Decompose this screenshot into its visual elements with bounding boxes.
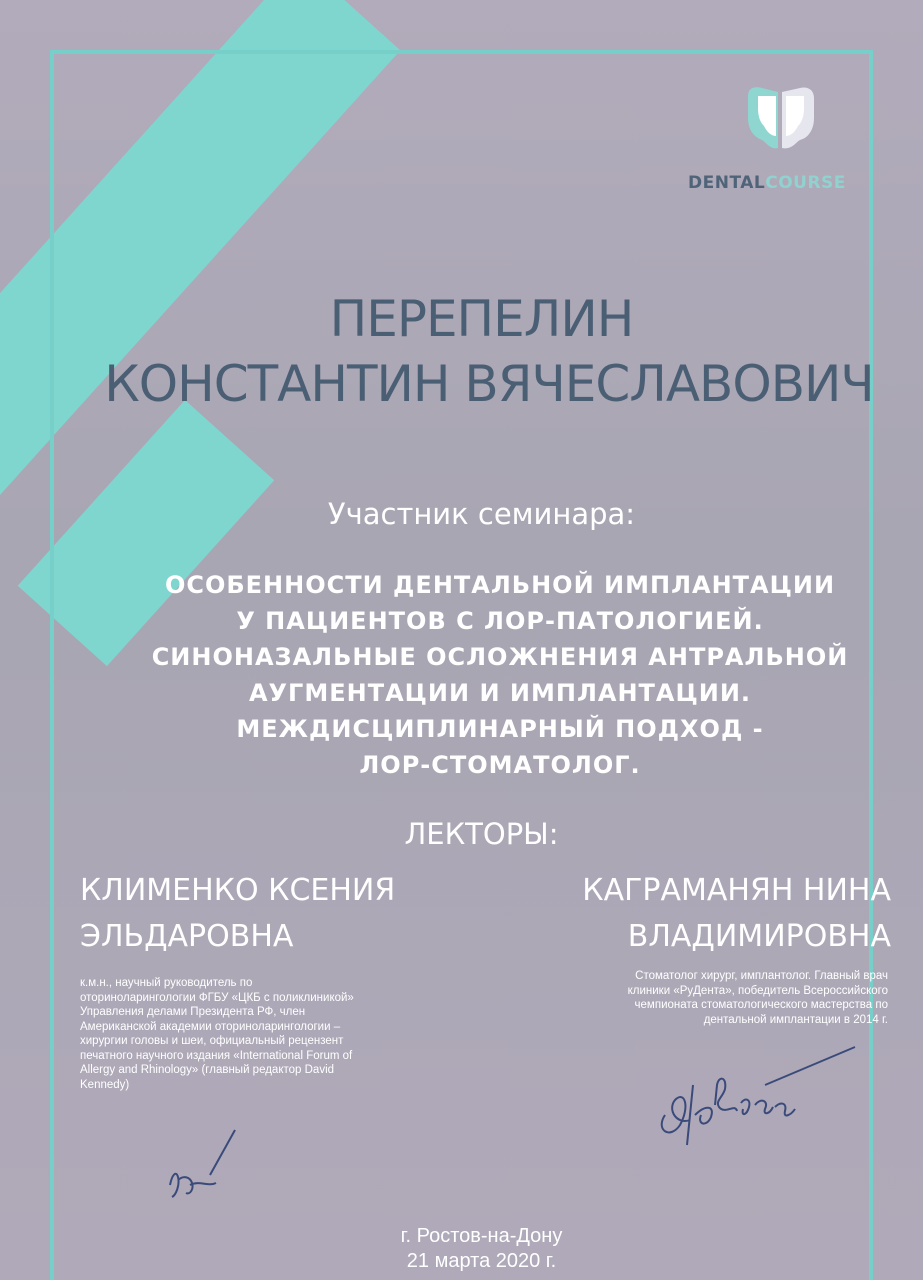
bio-line: Allergy and Rhinology» (главный редактор David <box>80 1064 335 1076</box>
lector-left-name-line2: ЭЛЬДАРОВНА <box>80 919 294 954</box>
lector-right-name-line1: КАГРАМАНЯН НИНА <box>582 873 891 908</box>
lector-left-name-line1: КЛИМЕНКО КСЕНИЯ <box>80 873 396 908</box>
date: 21 марта 2020 г. <box>406 1250 557 1272</box>
bio-line: хирургии головы и шеи, официальный рецензент <box>80 1035 344 1047</box>
topic-line: ЛОР-СТОМАТОЛОГ. <box>359 751 641 779</box>
bio-line: дентальной имплантации в 2014 г. <box>703 1013 888 1026</box>
lector-right-name-line2: ВЛАДИМИРОВНА <box>627 919 891 954</box>
city: г. Ростов-на-Дону <box>400 1225 563 1247</box>
bio-line: к.м.н., научный руководитель по <box>80 977 253 989</box>
lector-right-bio <box>628 969 888 1027</box>
lector-left-name <box>80 868 395 960</box>
bio-line: печатного научного издания «International Forum of <box>80 1049 353 1062</box>
topic-line: АУГМЕНТАЦИИ И ИМПЛАНТАЦИИ. <box>248 679 752 707</box>
bio-line: Стоматолог хирург, имплантолог. Главный врач <box>635 970 888 982</box>
bio-line: оториноларингологии ФГБУ «ЦКБ с поликлиникой» <box>80 991 354 1004</box>
logo-text-dental: DENTAL <box>688 173 766 193</box>
seminar-topic <box>60 567 923 783</box>
topic-line: ОСОБЕННОСТИ ДЕНТАЛЬНОЙ ИМПЛАНТАЦИИ <box>164 571 836 599</box>
lector-left-signature <box>150 1125 250 1215</box>
lectors-heading: ЛЕКТОРЫ: <box>404 817 559 851</box>
logo-text-course: COURSE <box>765 173 846 193</box>
lector-right-signature <box>645 1045 860 1155</box>
dental-course-wordmark <box>688 173 846 193</box>
participant-label: Участник семинара: <box>327 497 636 531</box>
recipient-surname: ПЕРЕПЕЛИН <box>329 290 634 348</box>
bio-line: клиники «РуДента», победитель Всероссийского <box>627 984 888 997</box>
lector-left-bio <box>80 976 354 1092</box>
topic-line: СИНОНАЗАЛЬНЫЕ ОСЛОЖНЕНИЯ АНТРАЛЬНОЙ <box>151 643 849 671</box>
recipient-name-patronymic: КОНСТАНТИН ВЯЧЕСЛАВОВИЧ <box>104 355 874 413</box>
dental-course-logo-icon <box>740 82 820 162</box>
lector-right-name <box>582 868 891 960</box>
bio-line: чемпионата стоматологического мастерства по <box>634 999 888 1011</box>
bio-line: Управления делами Президента РФ, член <box>80 1006 306 1018</box>
topic-line: МЕЖДИСЦИПЛИНАРНЫЙ ПОДХОД - <box>236 715 764 743</box>
bio-line: Kennedy) <box>80 1078 130 1091</box>
bio-line: Американской академии оториноларингологии – <box>80 1020 341 1033</box>
topic-line: У ПАЦИЕНТОВ С ЛОР-ПАТОЛОГИЕЙ. <box>236 607 764 635</box>
